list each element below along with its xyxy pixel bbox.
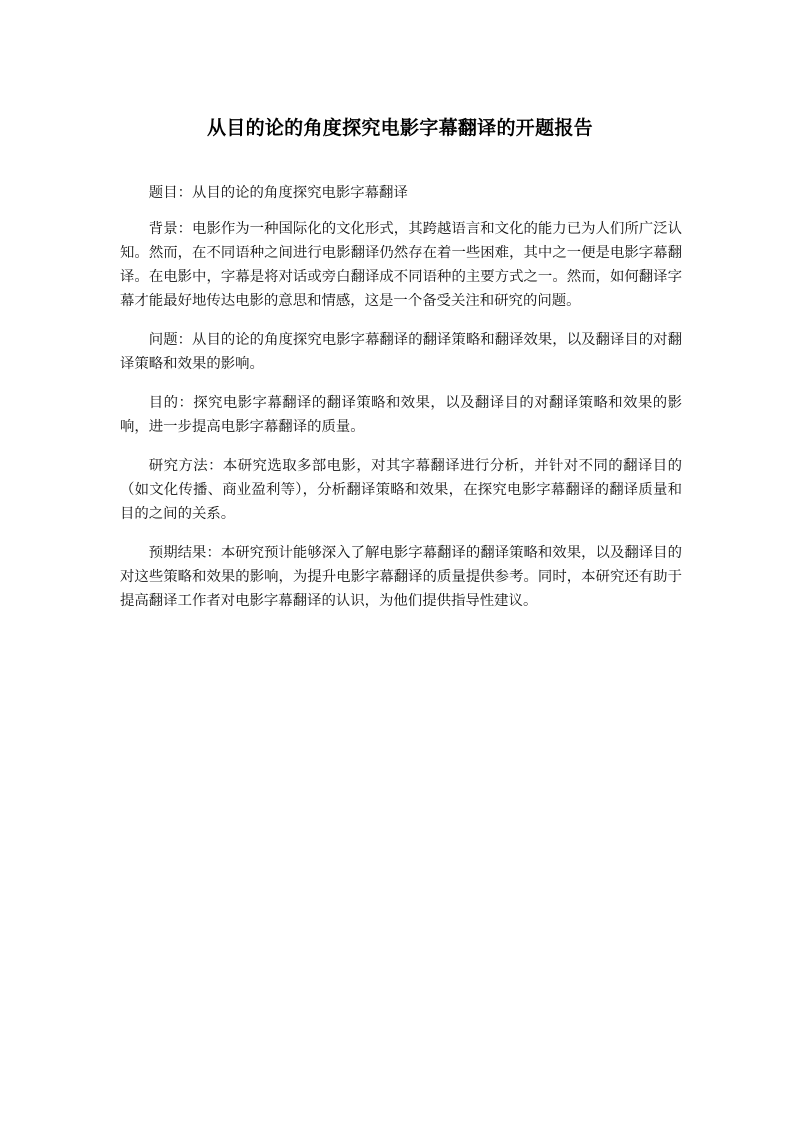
document-body [120, 181, 682, 628]
paragraph-purpose: 目的：探究电影字幕翻译的翻译策略和效果，以及翻译目的对翻译策略和效果的影响，进一步提高电影字幕翻译的质量。 [120, 395, 682, 435]
paragraph-expected-results: 预期结果：本研究预计能够深入了解电影字幕翻译的翻译策略和效果，以及翻译目的对这些策略和效果的影响，为提升电影字幕翻译的质量提供参考。同时，本研究还有助于提高翻译工作者对电影字幕翻译的认识，为他们提供指导性建议。 [120, 545, 682, 609]
paragraph-question: 问题：从目的论的角度探究电影字幕翻译的翻译策略和翻译效果，以及翻译目的对翻译策略和效果的影响。 [120, 332, 682, 372]
paragraph-background: 背景：电影作为一种国际化的文化形式，其跨越语言和文化的能力已为人们所广泛认知。然而，在不同语种之间进行电影翻译仍然存在着一些困难，其中之一便是电影字幕翻译。在电影中，字幕是将对话或旁白翻译成不同语种的主要方式之一。然而，如何翻译字幕才能最好地传达电影的意思和情感，这是一个备受关注和研究的问题。 [120, 221, 682, 309]
paragraph-topic: 题目：从目的论的角度探究电影字幕翻译 [148, 185, 408, 201]
paragraph-method: 研究方法：本研究选取多部电影，对其字幕翻译进行分析，并针对不同的翻译目的（如文化传播、商业盈利等），分析翻译策略和效果，在探究电影字幕翻译的翻译质量和目的之间的关系。 [120, 458, 682, 522]
document-title: 从目的论的角度探究电影字幕翻译的开题报告 [206, 117, 593, 139]
